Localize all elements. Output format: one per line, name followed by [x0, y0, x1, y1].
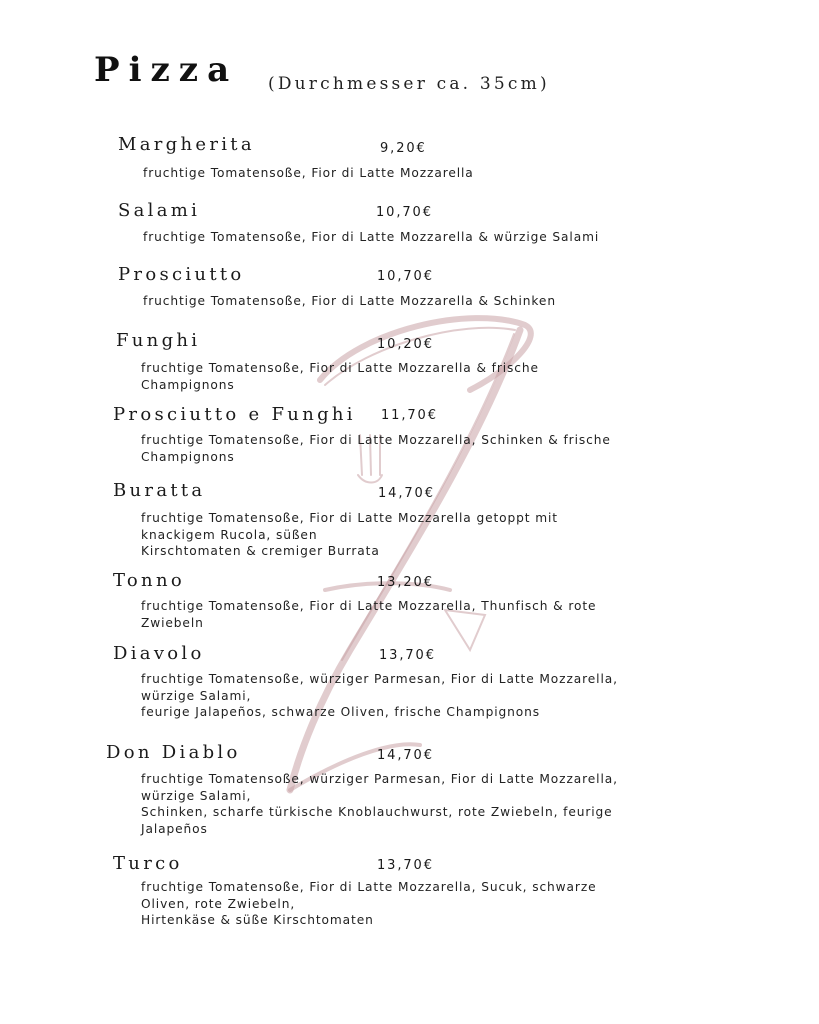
item-description: fruchtige Tomatensoße, Fior di Latte Mozzarella & Schinken	[143, 294, 556, 308]
item-price: 10,70€	[376, 205, 433, 220]
item-description: fruchtige Tomatensoße, Fior di Latte Mozzarella getoppt mit knackigem Rucola, süßen Kirschtomaten & cremiger Burrata	[141, 511, 558, 559]
item-name: Prosciutto	[118, 264, 245, 285]
item-description: fruchtige Tomatensoße, Fior di Latte Mozzarella, Sucuk, schwarze Oliven, rote Zwiebeln, Hirtenkäse & süße Kirschtomaten	[141, 880, 597, 928]
item-price: 13,70€	[377, 858, 434, 873]
item-description: fruchtige Tomatensoße, Fior di Latte Mozzarella	[143, 166, 474, 180]
item-description: fruchtige Tomatensoße, Fior di Latte Mozzarella & frische Champignons	[141, 361, 539, 392]
item-price: 14,70€	[377, 748, 434, 763]
item-name: Funghi	[116, 330, 201, 351]
item-name: Turco	[113, 853, 183, 874]
item-description: fruchtige Tomatensoße, Fior di Latte Mozzarella, Thunfisch & rote Zwiebeln	[141, 599, 597, 630]
item-price: 10,20€	[377, 337, 434, 352]
item-description: fruchtige Tomatensoße, würziger Parmesan, Fior di Latte Mozzarella, würzige Salami, feurige Jalapeños, schwarze Oliven, frische Champignons	[141, 672, 618, 720]
item-description: fruchtige Tomatensoße, Fior di Latte Mozzarella & würzige Salami	[143, 230, 600, 244]
item-name: Margherita	[118, 134, 255, 155]
item-name: Don Diablo	[106, 742, 241, 763]
item-price: 13,20€	[377, 575, 434, 590]
item-name: Salami	[118, 200, 201, 221]
item-name: Prosciutto e Funghi	[113, 404, 356, 425]
page-subtitle: (Durchmesser ca. 35cm)	[268, 74, 550, 94]
item-price: 10,70€	[377, 269, 434, 284]
item-description: fruchtige Tomatensoße, würziger Parmesan, Fior di Latte Mozzarella, würzige Salami, Schinken, scharfe türkische Knoblauchwurst, rote Zwiebeln, feurige Jalapeños	[141, 772, 618, 836]
page-title: Pizza	[94, 50, 239, 90]
item-price: 14,70€	[378, 486, 435, 501]
item-price: 11,70€	[381, 408, 438, 423]
item-name: Diavolo	[113, 643, 205, 664]
item-name: Tonno	[113, 570, 185, 591]
item-description: fruchtige Tomatensoße, Fior di Latte Mozzarella, Schinken & frische Champignons	[141, 433, 611, 464]
item-price: 13,70€	[379, 648, 436, 663]
item-name: Buratta	[113, 480, 206, 501]
item-price: 9,20€	[380, 141, 427, 156]
